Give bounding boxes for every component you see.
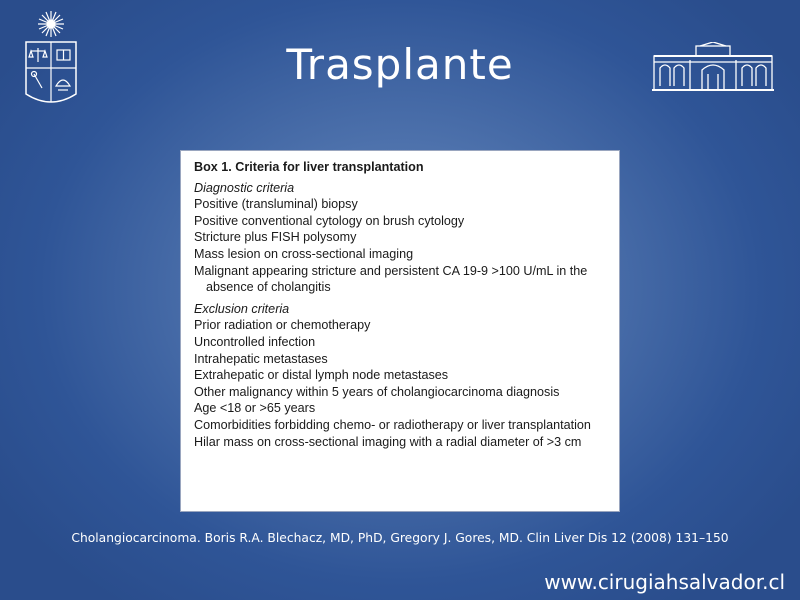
hospital-building-icon [652, 42, 774, 92]
diagnostic-item: Mass lesion on cross-sectional imaging [194, 246, 414, 261]
diagnostic-item: Positive conventional cytology on brush cytology [194, 213, 465, 228]
exclusion-item: Prior radiation or chemotherapy [194, 318, 371, 333]
exclusion-criteria-heading: Exclusion criteria [194, 301, 290, 316]
citation-text: Cholangiocarcinoma. Boris R.A. Blechacz, MD, PhD, Gregory J. Gores, MD. Clin Liver Dis 12 (2008) 131–150 [71, 531, 729, 545]
diagnostic-item: Malignant appearing stricture and persistent CA 19-9 >100 U/mL in the absence of cholangitis [194, 263, 588, 295]
diagnostic-item: Stricture plus FISH polysomy [194, 230, 357, 245]
criteria-box [180, 150, 620, 512]
exclusion-item: Uncontrolled infection [194, 334, 316, 349]
exclusion-item: Other malignancy within 5 years of cholangiocarcinoma diagnosis [194, 384, 560, 399]
exclusion-item: Extrahepatic or distal lymph node metastases [194, 368, 449, 383]
exclusion-item: Hilar mass on cross-sectional imaging with a radial diameter of >3 cm [194, 434, 582, 449]
slide-title: Trasplante [286, 40, 514, 89]
box-title: Box 1. Criteria for liver transplantation [194, 160, 424, 174]
exclusion-item: Intrahepatic metastases [194, 351, 328, 366]
exclusion-item: Comorbidities forbidding chemo- or radiotherapy or liver transplantation [194, 417, 591, 432]
diagnostic-item: Positive (transluminal) biopsy [194, 197, 358, 212]
website-link[interactable]: www.cirugiahsalvador.cl [544, 570, 785, 594]
diagnostic-criteria-heading: Diagnostic criteria [194, 180, 295, 195]
exclusion-item: Age <18 or >65 years [194, 401, 316, 416]
